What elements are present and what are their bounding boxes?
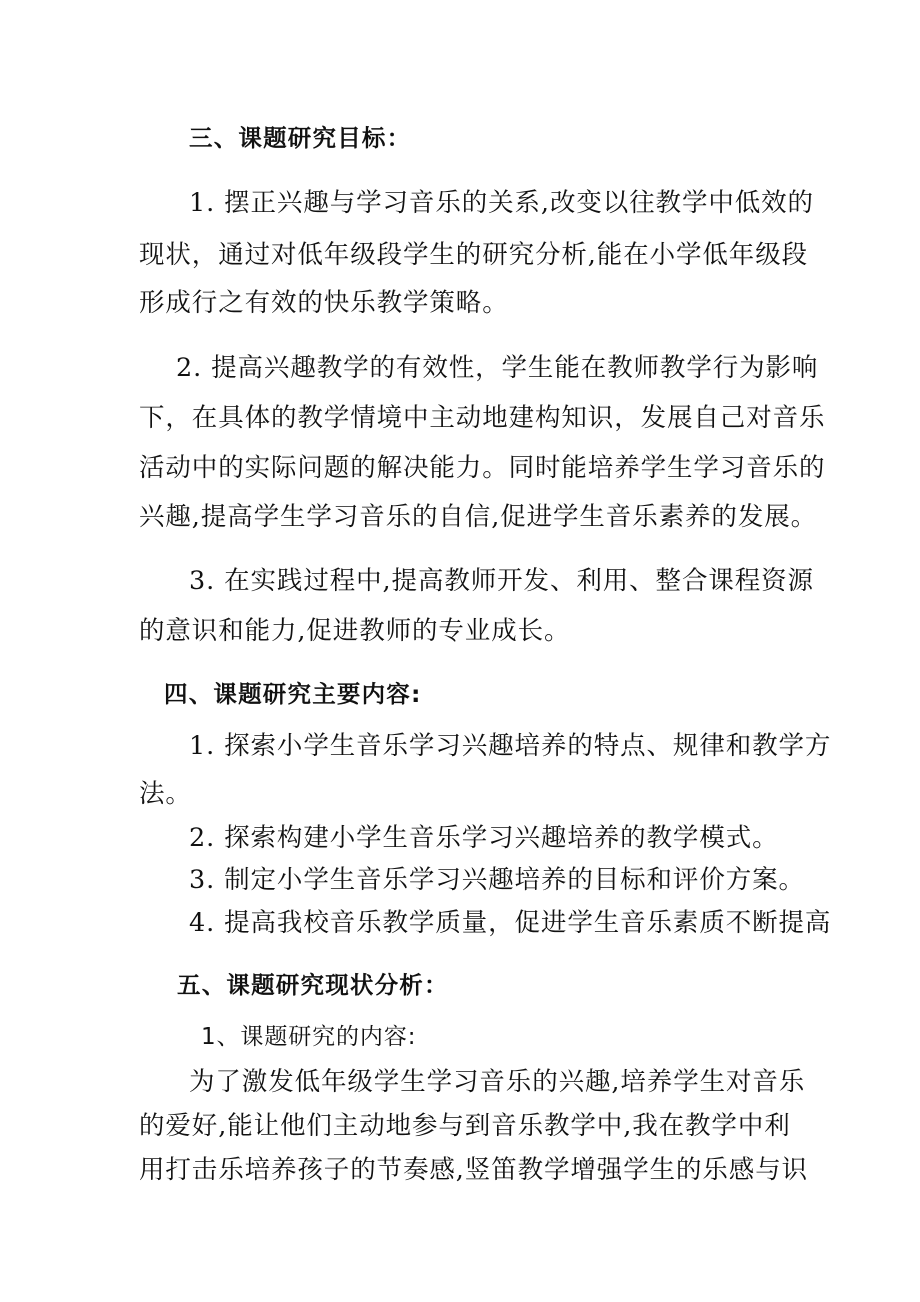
goal-1-line-3: 形成行之有效的快乐教学策略。 — [139, 288, 509, 318]
goal-2-line-3: 活动中的实际问题的解决能力。同时能培养学生学习音乐的 — [139, 453, 826, 483]
content-1-line-1: 1. 探索小学生音乐学习兴趣培养的特点、规律和教学方 — [189, 731, 832, 761]
content-1-line-2: 法。 — [139, 779, 192, 809]
section-5-heading: 五、课题研究现状分析： — [177, 971, 449, 999]
content-3: 3. 制定小学生音乐学习兴趣培养的目标和评价方案。 — [189, 865, 805, 895]
goal-1-line-1: 1. 摆正兴趣与学习音乐的关系,改变以往教学中低效的 — [189, 188, 814, 218]
status-line-1: 为了激发低年级学生学习音乐的兴趣,培养学生对音乐 — [189, 1067, 806, 1097]
content-2: 2. 探索构建小学生音乐学习兴趣培养的教学模式。 — [189, 823, 779, 853]
section-4-heading: 四、课题研究主要内容: — [164, 680, 422, 708]
status-line-3: 用打击乐培养孩子的节奏感,竖笛教学增强学生的乐感与识 — [139, 1155, 809, 1185]
goal-1-line-2: 现状，通过对低年级段学生的研究分析,能在小学低年级段 — [139, 240, 809, 270]
goal-2-line-2: 下，在具体的教学情境中主动地建构知识，发展自己对音乐 — [139, 403, 826, 433]
goal-2-line-1: 2. 提高兴趣教学的有效性，学生能在教师教学行为影响 — [176, 353, 819, 383]
status-line-2: 的爱好,能让他们主动地参与到音乐教学中,我在教学中利 — [139, 1111, 791, 1141]
content-4: 4. 提高我校音乐教学质量，促进学生音乐素质不断提高 — [189, 908, 832, 938]
goal-3-line-2: 的意识和能力,促进教师的专业成长。 — [139, 616, 571, 646]
goal-2-line-4: 兴趣,提高学生学习音乐的自信,促进学生音乐素养的发展。 — [139, 502, 818, 532]
section-5-subheading: 1、课题研究的内容: — [201, 1024, 417, 1050]
goal-3-line-1: 3. 在实践过程中,提高教师开发、利用、整合课程资源 — [189, 566, 814, 596]
section-3-heading: 三、课题研究目标： — [189, 124, 412, 152]
